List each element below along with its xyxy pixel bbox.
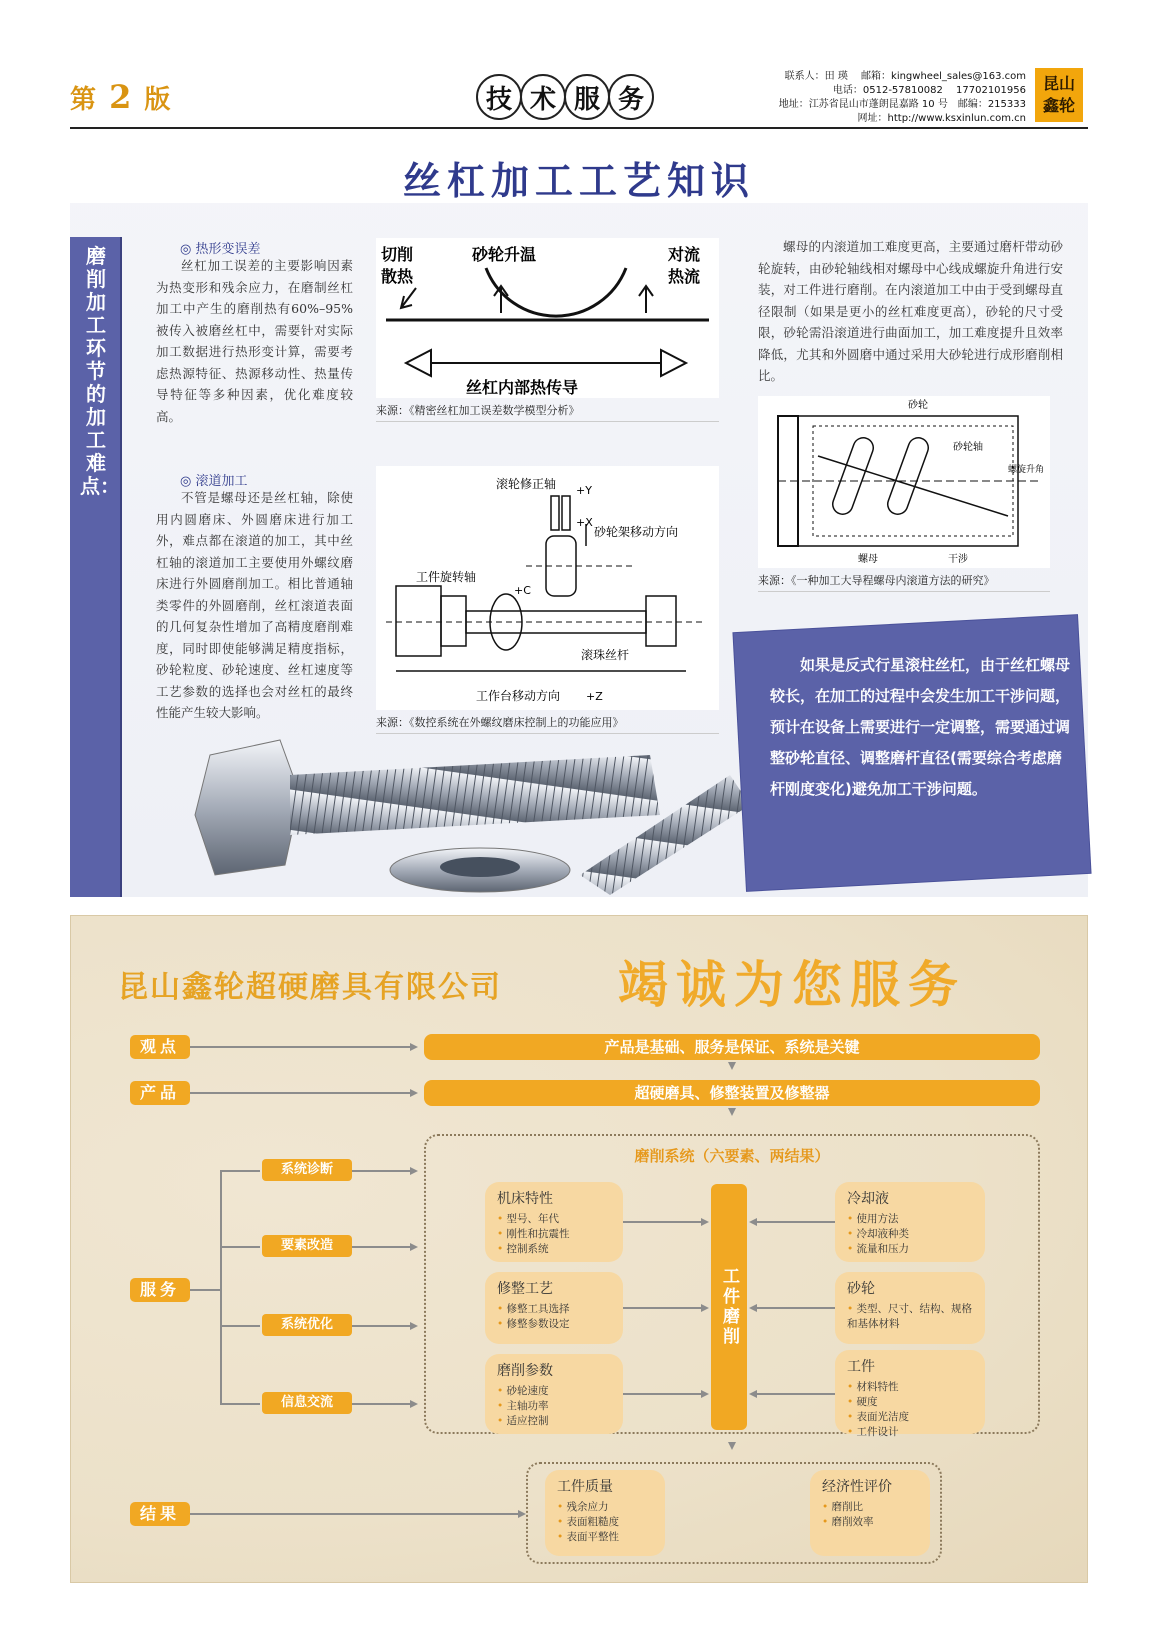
arrow <box>701 1304 709 1312</box>
card-title: 经济性评价 <box>822 1479 892 1495</box>
connector <box>623 1307 703 1309</box>
card-title: 冷却液 <box>847 1191 889 1207</box>
card-title: 磨削参数 <box>497 1363 553 1379</box>
tag-service: 服务 <box>130 1278 190 1302</box>
fig-label: 干涉 <box>948 554 968 565</box>
bar-product: 超硬磨具、修整装置及修整器 <box>424 1080 1040 1106</box>
page-number: 第 2 版 <box>70 78 173 116</box>
bolt-image <box>190 735 750 895</box>
fig-label: +Y <box>576 484 592 497</box>
fig-label: 滚轮修正轴 <box>496 477 557 491</box>
fig-label: 热流 <box>668 267 701 286</box>
fig-label: 工件旋转轴 <box>416 570 477 584</box>
connector <box>220 1325 260 1327</box>
column-char: 术 <box>520 74 566 120</box>
card-workpiece: 工件 • 材料特性 • 硬度 • 表面光洁度 • 工件设计 <box>835 1350 985 1434</box>
arrow <box>518 1510 526 1518</box>
service-element-upgrade: 要素改造 <box>262 1235 352 1257</box>
fig-label: +Z <box>586 690 603 703</box>
company-name: 昆山鑫轮超硬磨具有限公司 <box>118 970 502 1005</box>
connector <box>623 1393 703 1395</box>
connector <box>352 1403 412 1405</box>
connector <box>623 1221 703 1223</box>
service-communication: 信息交流 <box>262 1392 352 1414</box>
card-machine: 机床特性 • 型号、年代 • 刚性和抗震性 • 控制系统 <box>485 1182 623 1262</box>
card-wheel: 砂轮 • 类型、尺寸、结构、规格和基体材料 <box>835 1272 985 1344</box>
column-char: 服 <box>564 74 610 120</box>
tag-result: 结果 <box>130 1502 190 1526</box>
figure-caption: 来源：《一种加工大导程螺母内滚道方法的研究》 <box>758 572 1050 592</box>
card-params: 磨削参数 • 砂轮速度 • 主轴功率 • 适应控制 <box>485 1354 623 1434</box>
arrow <box>410 1400 418 1408</box>
tag-product: 产品 <box>130 1081 190 1105</box>
fig-label: 工作台移动方向 <box>476 689 561 703</box>
connector <box>190 1289 220 1291</box>
arrow <box>410 1089 418 1097</box>
side-label: 磨削加工环节的加工难点： <box>80 244 120 498</box>
arrow <box>410 1167 418 1175</box>
service-diagnosis: 系统诊断 <box>262 1159 352 1181</box>
column-title <box>476 74 652 120</box>
connector <box>757 1393 835 1395</box>
fig-label: 螺旋升角 <box>1008 465 1045 475</box>
figure-heat <box>376 238 719 398</box>
tag-view: 观点 <box>130 1035 190 1059</box>
arrow <box>410 1043 418 1051</box>
section-body: 丝杠加工误差的主要影响因素为热变形和残余应力，在磨制丝杠加工中产生的磨削热有60%–95%被传入被磨丝杠中，需要针对实际加工数据进行热形变计算，需要考虑热源特征、热源移动性、热量传导特征等多种因素，优化难度较高。 <box>156 258 353 424</box>
card-title: 机床特性 <box>497 1191 553 1207</box>
section-body: 螺母的内滚道加工难度更高，主要通过磨杆带动砂轮旋转，由砂轮轴线相对螺母中心线成螺旋升角进行安装，对工件进行磨削。在内滚道加工中由于受到螺母直径限制（如果是更小的丝杠难度更高），砂轮的尺寸受限，砂轮需沿滚道进行曲面加工，加工难度提升且效率降低，尤其和外圆磨中通过采用大砂轮进行成形磨削相比。 <box>758 239 1063 383</box>
section-heading: ◎ 热形变误差 <box>180 242 261 257</box>
connector <box>190 1092 410 1094</box>
arrow <box>749 1304 757 1312</box>
card-title: 工件质量 <box>557 1479 613 1495</box>
heat-diagram <box>376 238 719 398</box>
card-title: 修整工艺 <box>497 1281 553 1297</box>
bar-view: 产品是基础、服务是保证、系统是关键 <box>424 1034 1040 1060</box>
connector <box>220 1170 260 1172</box>
arrow-down <box>728 1442 736 1450</box>
system-title: 磨削系统（六要素、两结果） <box>634 1147 830 1165</box>
fig-label: 丝杠内部热传导 <box>466 378 579 397</box>
section-heading: ◎ 滚道加工 <box>180 474 248 489</box>
column-char: 务 <box>608 74 654 120</box>
fig-label: +X <box>576 516 593 529</box>
arrow <box>749 1218 757 1226</box>
grinder-diagram <box>376 466 719 710</box>
connector <box>220 1246 260 1248</box>
header-rule <box>70 127 1088 129</box>
brand-logo: 昆山 鑫轮 <box>1035 68 1083 122</box>
section-body: 不管是螺母还是丝杠轴，除使用内圆磨床、外圆磨床进行加工外，难点都在滚道的加工，其中丝杠轴的滚道加工主要使用外螺纹磨床进行外圆磨削加工。相比普通轴类零件的外圆磨削，丝杠滚道表面的几何复杂性增加了高精度磨削难度，同时即使能够满足精度指标，砂轮粒度、砂轮速度、丝杠速度等工艺参数的选择也会对丝杠的最终性能产生较大影响。 <box>156 490 353 720</box>
arrow <box>410 1322 418 1330</box>
service-optimization: 系统优化 <box>262 1314 352 1336</box>
card-quality: 工件质量 • 残余应力 • 表面粗糙度 • 表面平整性 <box>545 1470 665 1556</box>
fig-label: 砂轮 <box>908 400 928 411</box>
fig-label: 切削 <box>381 245 414 264</box>
connector <box>220 1403 260 1405</box>
connector <box>190 1046 410 1048</box>
card-coolant: 冷却液 • 使用方法 • 冷却液种类 • 流量和压力 <box>835 1182 985 1262</box>
arrow <box>749 1390 757 1398</box>
arrow-down <box>728 1062 736 1070</box>
fig-label: +C <box>514 584 531 597</box>
connector <box>352 1246 412 1248</box>
fig-label: 对流 <box>668 245 701 264</box>
connector <box>352 1170 412 1172</box>
fig-label: 滚珠丝杆 <box>581 648 630 662</box>
figure-caption: 来源：《精密丝杠加工误差数学模型分析》 <box>376 402 719 422</box>
nut-diagram <box>758 396 1050 568</box>
arrow <box>701 1218 709 1226</box>
connector <box>220 1170 222 1404</box>
contact-info: 联系人：田 瑛 邮箱：kingwheel_sales@163.com 电话：0512-57810082 17702101956 地址：江苏省昆山市蓬朗昆嘉路 10 号 邮编：215333 网址：http://www.ksxinlun.com.cn <box>778 71 1026 124</box>
article-title: 丝杠加工工艺知识 <box>402 158 755 203</box>
connector <box>757 1307 835 1309</box>
arrow <box>410 1243 418 1251</box>
card-title: 砂轮 <box>847 1281 875 1297</box>
fig-label: 散热 <box>381 267 414 286</box>
fig-label: 螺母 <box>858 554 878 565</box>
card-economy: 经济性评价 • 磨削比 • 磨削效率 <box>810 1470 930 1556</box>
fig-label: 砂轮轴 <box>953 442 983 453</box>
arrow-down <box>728 1108 736 1116</box>
card-title: 工件 <box>847 1359 875 1375</box>
figure-caption: 来源：《数控系统在外螺纹磨床控制上的功能应用》 <box>376 714 719 734</box>
center-workpiece-grinding: 工件磨削 <box>711 1184 747 1430</box>
fig-label: 砂轮升温 <box>472 245 537 264</box>
quote-text: 如果是反式行星滚柱丝杠，由于丝杠螺母较长，在加工的过程中会发生加工干涉问题，预计在设备上需要进行一定调整，需要通过调整砂轮直径、调整磨杆直径(需要综合考虑磨杆刚度变化)避免加工干涉问题。 <box>770 656 1071 798</box>
card-dressing: 修整工艺 • 修整工具选择 • 修整参数设定 <box>485 1272 623 1344</box>
figure-nut <box>758 396 1050 568</box>
figure-grinder <box>376 466 719 710</box>
column-char: 技 <box>476 74 522 120</box>
arrow <box>701 1390 709 1398</box>
connector <box>190 1513 520 1515</box>
connector <box>352 1325 412 1327</box>
fig-label: 砂轮架移动方向 <box>594 525 679 539</box>
slogan: 竭诚为您服务 <box>618 955 966 1014</box>
connector <box>757 1221 835 1223</box>
